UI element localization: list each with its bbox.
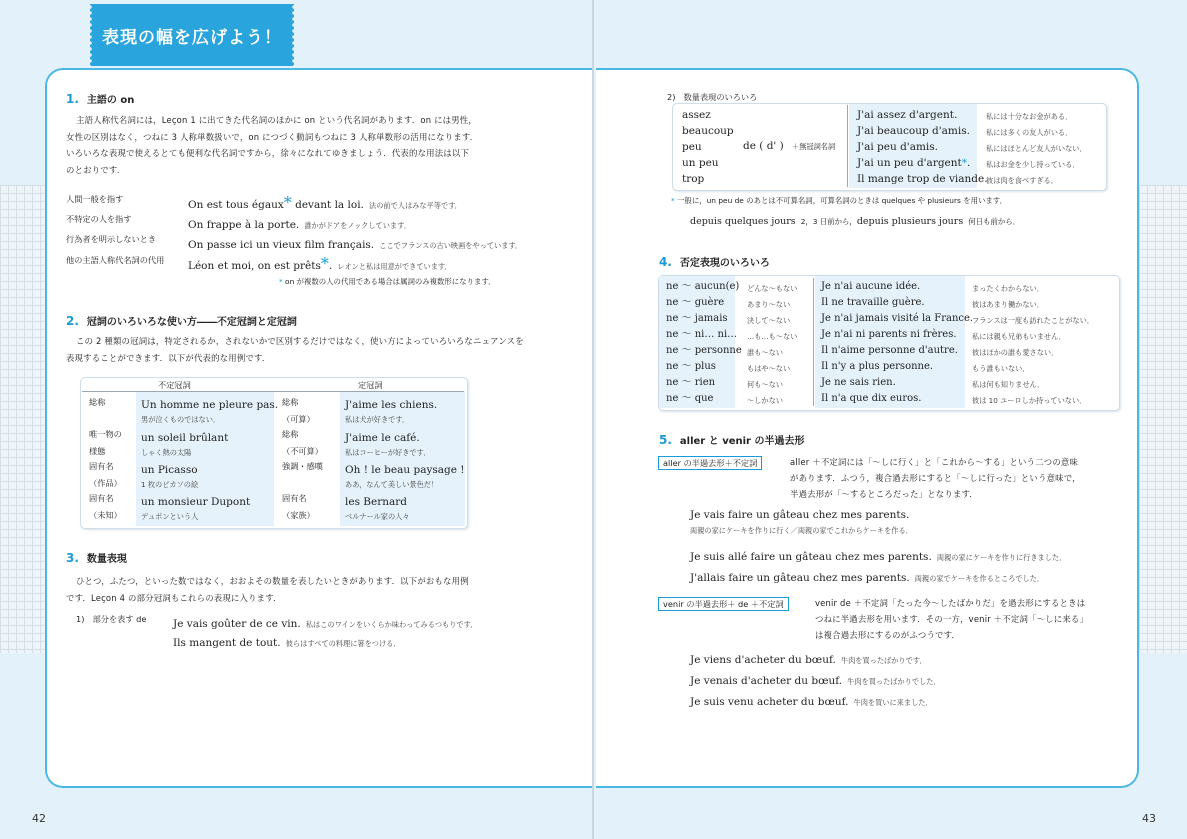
banner-title: 表現の幅を広げよう！ bbox=[102, 27, 282, 48]
french-example: On est tous égaux bbox=[188, 199, 284, 211]
french-example: J'ai beaucoup d'amis. bbox=[857, 125, 970, 137]
japanese-translation: フランスは一度も訪れたことがない． bbox=[972, 316, 1094, 325]
japanese-translation: ここでフランスの古い映画をやっています． bbox=[379, 241, 523, 250]
section-number: 2. bbox=[66, 314, 79, 328]
row-label-sub: （可算） bbox=[282, 414, 315, 424]
def-header: 定冠詞 bbox=[358, 380, 383, 390]
japanese-translation: デュポンという人 bbox=[141, 512, 199, 521]
para-line: 主語人称代名詞には，Leçon 1 に出てきた代名詞のほかに on という代名詞があります．on には男性， bbox=[76, 115, 477, 125]
para-line: があります．ふつう，複合過去形にすると「～しに行った」という意味で， bbox=[790, 473, 1081, 483]
negation-glosses bbox=[747, 281, 797, 409]
section-number: 3. bbox=[66, 551, 79, 565]
japanese-translation: 何日も前から． bbox=[968, 217, 1021, 226]
section-number: 1. bbox=[66, 92, 79, 106]
french-example: J'ai peu d'amis. bbox=[857, 141, 938, 153]
french-example: Il mange trop de viande. bbox=[857, 173, 988, 185]
negation-pattern: ne ～ personne bbox=[666, 345, 742, 356]
french-example: Il ne travaille guère. bbox=[821, 297, 925, 308]
para-line: aller ＋不定詞には「～しに行く」と「これから～する」という二つの意味 bbox=[790, 457, 1079, 467]
section-1-footnote: * on が複数の人の代用である場合は属詞のみ複数形になります． bbox=[279, 277, 496, 286]
french-example: Je n'ai jamais visité la France. bbox=[821, 313, 974, 324]
row-label: 固有名 bbox=[89, 461, 114, 471]
negation-pattern: ne ～ rien bbox=[666, 377, 716, 388]
aller-explanation bbox=[790, 454, 1081, 502]
japanese-translation: 私には親も兄弟もいません． bbox=[972, 332, 1066, 341]
pattern-gloss: もはや～ない bbox=[747, 364, 791, 373]
section-title: aller と venir の半過去形 bbox=[679, 436, 805, 447]
section-banner bbox=[90, 4, 294, 66]
french-example: Je ne sais rien. bbox=[821, 377, 896, 388]
indef-header: 不定冠詞 bbox=[158, 380, 191, 390]
japanese-translation: レオンと私は用意ができています． bbox=[337, 262, 452, 271]
japanese-translation: 彼は肉を食べすぎる． bbox=[986, 176, 1058, 185]
page-number-right: 43 bbox=[1142, 812, 1156, 825]
row-label-sub: （作品） bbox=[89, 478, 122, 488]
japanese-translation: ああ，なんて美しい景色だ！ bbox=[345, 480, 439, 489]
para-line: ひとつ，ふたつ，といった数ではなく，おおよその数量を表したいときがあります．以下がおもな用例 bbox=[76, 576, 469, 586]
row-label-sub: （家族） bbox=[282, 510, 315, 520]
usage-label: 他の主語人称代名詞の代用 bbox=[66, 255, 165, 265]
japanese-translation: 誰かがドアをノックしています． bbox=[304, 221, 411, 230]
french-example: Je n'ai aucune idée. bbox=[821, 281, 921, 292]
pattern-gloss: …も…も～ない bbox=[747, 332, 798, 341]
japanese-translation: 男が泣くものではない． bbox=[141, 415, 221, 424]
grid-margin-left bbox=[0, 185, 48, 653]
section-2-heading bbox=[66, 313, 297, 328]
quantity-footnote-examples bbox=[690, 209, 1020, 228]
negation-pattern: ne ～ que bbox=[666, 393, 714, 404]
pattern-gloss: 何も～ない bbox=[747, 380, 783, 389]
french-example: J'aime le café. bbox=[345, 432, 420, 444]
japanese-translation: 彼は 10 ユーロしか持っていない． bbox=[972, 396, 1087, 405]
partitive-example-1 bbox=[173, 612, 477, 631]
french-example: Il n'a que dix euros. bbox=[821, 393, 922, 404]
aller-example-3 bbox=[690, 566, 1044, 585]
row-label: 唯一物の bbox=[89, 429, 122, 439]
row-label: 総称 bbox=[89, 397, 106, 407]
footnote-star: * bbox=[320, 254, 329, 273]
japanese-translation: 私は犬が好きです． bbox=[345, 415, 410, 424]
french-example: Je suis allé faire un gâteau chez mes parents. bbox=[690, 551, 932, 563]
japanese-translation: 私はお金を少し持っている． bbox=[986, 160, 1080, 169]
negation-pattern: ne ～ guère bbox=[666, 297, 725, 308]
section-title: 数量表現 bbox=[86, 554, 127, 565]
japanese-translation: まったくわからない． bbox=[972, 284, 1044, 293]
adverb: trop bbox=[682, 173, 705, 185]
french-example: un Picasso bbox=[141, 464, 198, 476]
row-label-sub: （未知） bbox=[89, 510, 122, 520]
french-example: J'ai un peu d'argent bbox=[857, 157, 962, 169]
section-title: 否定表現のいろいろ bbox=[679, 258, 770, 269]
grid-margin-right bbox=[1139, 185, 1187, 653]
negation-patterns bbox=[666, 279, 742, 407]
japanese-translation: 両親の家にケーキを作りに行きました． bbox=[936, 553, 1067, 562]
page-number-left: 42 bbox=[32, 812, 46, 825]
row-label: 総称 bbox=[282, 429, 299, 439]
section-3-paragraph bbox=[66, 573, 469, 606]
table-divider bbox=[813, 278, 814, 406]
section-number: 5. bbox=[659, 433, 672, 447]
section-title: 冠詞のいろいろな使い方――不定冠詞と定冠詞 bbox=[86, 317, 297, 328]
section-1-heading bbox=[66, 91, 134, 106]
row-label: 固有名 bbox=[282, 493, 307, 503]
row-label-sub: 様態 bbox=[89, 446, 106, 456]
japanese-translation: 両親の家にケーキを作りに行く／両親の家でこれからケーキを作る． bbox=[690, 526, 913, 535]
japanese-translation: しゃく熱の太陽 bbox=[141, 448, 192, 457]
subsection-1-title: 1) 部分を表す de bbox=[76, 614, 147, 624]
quantity-examples: J'ai assez d'argent. J'ai beaucoup d'amis. J'ai peu d'amis. J'ai un peu d'argent*. Il mange trop de viande. bbox=[857, 109, 988, 185]
pattern-gloss: あまり～ない bbox=[747, 300, 791, 309]
row-label: 固有名 bbox=[89, 493, 114, 503]
pattern-gloss: どんな～もない bbox=[747, 284, 798, 293]
japanese-translation: 彼らはすべての料理に箸をつける． bbox=[285, 639, 401, 648]
adverb: beaucoup bbox=[682, 125, 734, 137]
venir-explanation bbox=[815, 595, 1088, 643]
section-number: 4. bbox=[659, 255, 672, 269]
negation-examples bbox=[821, 279, 973, 407]
japanese-translation: 彼はほかの誰も愛さない． bbox=[972, 348, 1059, 357]
para-line: venir de ＋不定詞「たった今～したばかりだ」を過去形にするときは bbox=[815, 598, 1086, 608]
pattern-gloss: 決して～ない bbox=[747, 316, 791, 325]
negation-pattern: ne ～ aucun(e) bbox=[666, 281, 740, 292]
para-line: 女性の区別はなく，つねに 3 人称単数扱いで，on につづく動詞もつねに 3 人称単数形の活用になります． bbox=[66, 131, 479, 142]
footnote-text: 一般に，un peu de のあとは不可算名詞，可算名詞のときは quelques や plusieurs を用います． bbox=[677, 196, 1007, 205]
japanese-translation: 私はこのワインをいくらか味わってみるつもりです． bbox=[305, 620, 478, 629]
adverb: peu bbox=[682, 141, 702, 153]
japanese-translation: 私には十分なお金がある． bbox=[986, 112, 1073, 121]
french-example: Je vais goûter de ce vin. bbox=[173, 618, 301, 630]
section-4-heading bbox=[659, 254, 770, 269]
de-preposition: de ( d' ) bbox=[743, 140, 784, 152]
french-example: Oh ! le beau paysage ! bbox=[345, 464, 465, 476]
page-fold bbox=[592, 0, 594, 839]
japanese-translation: 法の前で人はみな平等です． bbox=[369, 201, 462, 210]
para-line: この 2 種類の冠詞は，特定されるか，されないかで区別するだけではなく，使い方によっていろいろなニュアンスを bbox=[76, 336, 524, 346]
section-3-heading bbox=[66, 550, 127, 565]
french-example: Je n'ai ni parents ni frères. bbox=[821, 329, 957, 340]
french-example: Léon et moi, on est prêts bbox=[188, 260, 321, 272]
pattern-gloss: ～しかない bbox=[747, 396, 783, 405]
french-example: Ils mangent de tout. bbox=[173, 637, 281, 649]
french-example: On frappe à la porte. bbox=[188, 219, 300, 231]
para-line: 表現することができます．以下が代表的な用例です． bbox=[66, 352, 271, 363]
japanese-translation: 私にはほとんど友人がいない． bbox=[986, 144, 1087, 153]
japanese-translation: 私は何も知りません． bbox=[972, 380, 1045, 389]
section-title: 主語の on bbox=[86, 95, 135, 106]
row-label: 強調・感嘆 bbox=[282, 461, 323, 471]
french-example: depuis plusieurs jours bbox=[856, 216, 964, 227]
french-example: un soleil brûlant bbox=[141, 432, 229, 444]
para-line: です．Leçon 4 の部分冠詞もこれらの表現に入ります． bbox=[66, 592, 282, 603]
japanese-translation: 牛肉を買いに来ました． bbox=[853, 698, 933, 707]
adverb-list bbox=[682, 107, 734, 187]
japanese-translation: 私はコーヒーが好きです． bbox=[345, 448, 431, 457]
french-example-tail: devant la loi. bbox=[291, 199, 364, 211]
venir-example-1 bbox=[690, 648, 927, 667]
french-example: les Bernard bbox=[345, 496, 408, 508]
aller-tag: aller の半過去形＋不定詞 bbox=[658, 456, 762, 470]
french-example: Un homme ne pleure pas. bbox=[141, 399, 279, 411]
french-example: Je suis venu acheter du bœuf. bbox=[690, 696, 849, 708]
venir-example-3 bbox=[690, 690, 933, 709]
footnote-star: * bbox=[283, 193, 292, 212]
french-example-tail: . bbox=[328, 260, 333, 272]
footnote-text: on が複数の人の代用である場合は属詞のみ複数形になります． bbox=[285, 277, 496, 286]
aller-example-2 bbox=[690, 545, 1066, 564]
japanese-translation: 1 枚のピカソの絵 bbox=[141, 480, 199, 489]
japanese-translation: 牛肉を買ったばかりです． bbox=[840, 656, 927, 665]
partitive-example-2 bbox=[173, 631, 401, 650]
quantity-footnote: * 一般に，un peu de のあとは不可算名詞，可算名詞のときは quelques や plusieurs を用います． bbox=[671, 196, 1007, 205]
french-example: J'aime les chiens. bbox=[345, 399, 438, 411]
japanese-translation: 彼はあまり働かない． bbox=[972, 300, 1044, 309]
french-example: Je vais faire un gâteau chez mes parents. bbox=[690, 509, 910, 521]
venir-tag: venir の半過去形＋ de ＋不定詞 bbox=[658, 597, 789, 611]
negation-pattern: ne ～ plus bbox=[666, 361, 716, 372]
french-example: un monsieur Dupont bbox=[141, 496, 251, 508]
negation-pattern: ne ～ ni… ni… bbox=[666, 329, 738, 340]
negation-translations bbox=[972, 281, 1094, 409]
subsection-2-title: 2) 数量表現のいろいろ bbox=[667, 92, 758, 102]
usage-label: 不特定の人を指す bbox=[66, 214, 132, 224]
para-line: いろいろな表現で使えるとても便利な代名詞ですから，徐々になれてゆきましょう．代表的な用法は以下 bbox=[66, 148, 470, 158]
section-5-heading bbox=[659, 432, 804, 447]
row-label-sub: （不可算） bbox=[282, 446, 323, 456]
japanese-translation: ベルナール家の人々 bbox=[345, 512, 410, 521]
para-line: つねに半過去形を用います．その一方，venir ＋不定詞「～しに来る」 bbox=[815, 614, 1089, 624]
french-example: depuis quelques jours bbox=[690, 216, 796, 227]
french-example: J'ai assez d'argent. bbox=[857, 109, 958, 121]
japanese-translation: 2，3 日前から， bbox=[800, 217, 857, 226]
french-example: On passe ici un vieux film français. bbox=[188, 239, 375, 251]
table-header-rule bbox=[82, 391, 464, 392]
french-example: Il n'y a plus personne. bbox=[821, 361, 934, 372]
row-label: 総称 bbox=[282, 397, 299, 407]
table-divider bbox=[847, 105, 848, 187]
french-example: Il n'aime personne d'autre. bbox=[821, 345, 958, 356]
para-line: は複合過去形にするのがふつうです． bbox=[815, 630, 961, 640]
japanese-translation: 牛肉を買ったばかりでした． bbox=[847, 677, 941, 686]
japanese-translation: 両親の家でケーキを作るところでした． bbox=[914, 574, 1045, 583]
japanese-translation: もう誰もいない． bbox=[972, 364, 1030, 373]
pattern-gloss: 誰も～ない bbox=[747, 348, 783, 357]
adverb: un peu bbox=[682, 157, 719, 169]
section-1-paragraph bbox=[66, 112, 478, 178]
french-example: J'allais faire un gâteau chez mes parents. bbox=[690, 572, 910, 584]
french-example: Je viens d'acheter du bœuf. bbox=[690, 654, 836, 666]
quantity-translations bbox=[986, 109, 1087, 189]
section-2-paragraph bbox=[66, 333, 524, 366]
no-article-noun: ＋無冠詞名詞 bbox=[792, 142, 836, 151]
french-example: Je venais d'acheter du bœuf. bbox=[690, 675, 843, 687]
usage-label: 人間一般を指す bbox=[66, 194, 124, 204]
usage-label: 行為者を明示しないとき bbox=[66, 234, 157, 244]
para-line: のとおりです． bbox=[66, 164, 126, 175]
footnote-star: * bbox=[961, 157, 968, 169]
negation-pattern: ne ～ jamais bbox=[666, 313, 728, 324]
japanese-translation: 私には多くの友人がいる． bbox=[986, 128, 1073, 137]
adverb: assez bbox=[682, 109, 711, 121]
para-line: 半過去形が「～するところだった」となります． bbox=[790, 489, 978, 499]
venir-example-2 bbox=[690, 669, 941, 688]
